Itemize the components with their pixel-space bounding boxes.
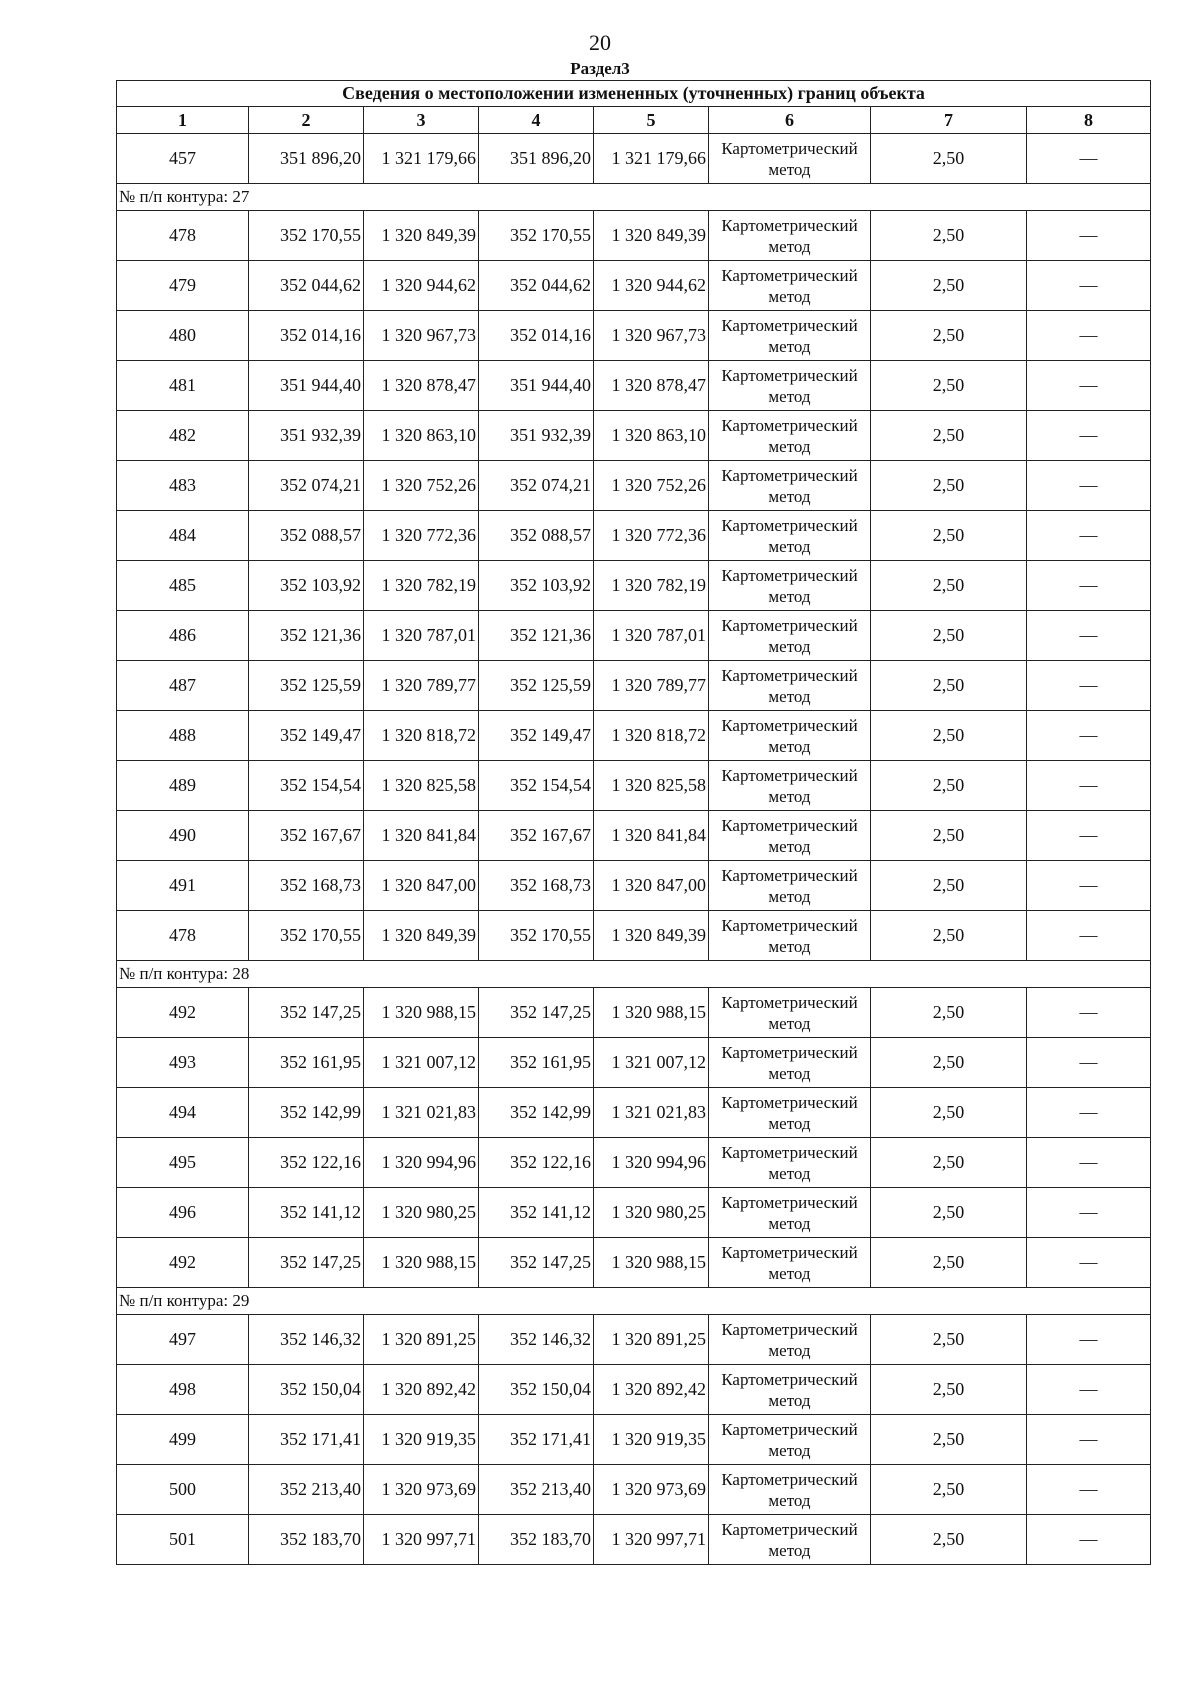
method-cell: Картометрический метод — [709, 1515, 871, 1565]
y-new-cell: 1 320 892,42 — [594, 1365, 709, 1415]
x-new-cell: 352 147,25 — [479, 1238, 594, 1288]
table-row — [117, 711, 1151, 761]
method-cell: Картометрический метод — [709, 511, 871, 561]
column-number-2: 2 — [249, 107, 364, 134]
description-cell: — — [1027, 911, 1151, 961]
x-old-cell: 352 141,12 — [249, 1188, 364, 1238]
x-old-cell: 352 161,95 — [249, 1038, 364, 1088]
y-new-cell: 1 320 752,26 — [594, 461, 709, 511]
accuracy-cell: 2,50 — [871, 1415, 1027, 1465]
description-cell: — — [1027, 561, 1151, 611]
y-new-cell: 1 320 847,00 — [594, 861, 709, 911]
contour-header-row — [117, 961, 1151, 988]
y-new-cell: 1 320 849,39 — [594, 911, 709, 961]
point-number-cell: 484 — [117, 511, 249, 561]
table-row — [117, 1138, 1151, 1188]
x-old-cell: 352 170,55 — [249, 911, 364, 961]
table-row — [117, 661, 1151, 711]
y-new-cell: 1 320 944,62 — [594, 261, 709, 311]
table-row — [117, 311, 1151, 361]
accuracy-cell: 2,50 — [871, 1365, 1027, 1415]
y-new-cell: 1 321 021,83 — [594, 1088, 709, 1138]
table-title: Сведения о местоположении измененных (уточненных) границ объекта — [117, 81, 1151, 107]
description-cell: — — [1027, 1465, 1151, 1515]
x-old-cell: 352 171,41 — [249, 1415, 364, 1465]
method-cell: Картометрический метод — [709, 611, 871, 661]
y-old-cell: 1 320 892,42 — [364, 1365, 479, 1415]
description-cell: — — [1027, 134, 1151, 184]
table-row — [117, 1515, 1151, 1565]
table-row — [117, 761, 1151, 811]
y-new-cell: 1 320 967,73 — [594, 311, 709, 361]
y-new-cell: 1 321 007,12 — [594, 1038, 709, 1088]
accuracy-cell: 2,50 — [871, 311, 1027, 361]
x-old-cell: 352 142,99 — [249, 1088, 364, 1138]
table-row — [117, 1315, 1151, 1365]
method-cell: Картометрический метод — [709, 1038, 871, 1088]
accuracy-cell: 2,50 — [871, 1315, 1027, 1365]
description-cell: — — [1027, 1315, 1151, 1365]
x-old-cell: 352 121,36 — [249, 611, 364, 661]
x-new-cell: 352 161,95 — [479, 1038, 594, 1088]
y-new-cell: 1 320 878,47 — [594, 361, 709, 411]
y-new-cell: 1 320 988,15 — [594, 1238, 709, 1288]
accuracy-cell: 2,50 — [871, 611, 1027, 661]
x-new-cell: 351 896,20 — [479, 134, 594, 184]
point-number-cell: 500 — [117, 1465, 249, 1515]
y-old-cell: 1 320 772,36 — [364, 511, 479, 561]
point-number-cell: 496 — [117, 1188, 249, 1238]
x-old-cell: 352 150,04 — [249, 1365, 364, 1415]
x-old-cell: 352 168,73 — [249, 861, 364, 911]
x-new-cell: 352 122,16 — [479, 1138, 594, 1188]
point-number-cell: 483 — [117, 461, 249, 511]
description-cell: — — [1027, 611, 1151, 661]
y-new-cell: 1 320 997,71 — [594, 1515, 709, 1565]
accuracy-cell: 2,50 — [871, 1038, 1027, 1088]
method-cell: Картометрический метод — [709, 211, 871, 261]
point-number-cell: 486 — [117, 611, 249, 661]
x-old-cell: 352 147,25 — [249, 1238, 364, 1288]
table-row — [117, 261, 1151, 311]
y-new-cell: 1 320 782,19 — [594, 561, 709, 611]
accuracy-cell: 2,50 — [871, 411, 1027, 461]
x-old-cell: 352 147,25 — [249, 988, 364, 1038]
description-cell: — — [1027, 811, 1151, 861]
accuracy-cell: 2,50 — [871, 1088, 1027, 1138]
description-cell: — — [1027, 411, 1151, 461]
y-old-cell: 1 320 863,10 — [364, 411, 479, 461]
table-row — [117, 1088, 1151, 1138]
x-old-cell: 352 146,32 — [249, 1315, 364, 1365]
x-old-cell: 351 932,39 — [249, 411, 364, 461]
point-number-cell: 493 — [117, 1038, 249, 1088]
contour-label: № п/п контура: 29 — [117, 1288, 1151, 1315]
y-new-cell: 1 320 772,36 — [594, 511, 709, 561]
point-number-cell: 489 — [117, 761, 249, 811]
method-cell: Картометрический метод — [709, 1415, 871, 1465]
description-cell: — — [1027, 711, 1151, 761]
description-cell: — — [1027, 211, 1151, 261]
x-old-cell: 352 170,55 — [249, 211, 364, 261]
accuracy-cell: 2,50 — [871, 911, 1027, 961]
point-number-cell: 487 — [117, 661, 249, 711]
boundary-coordinates-table — [116, 80, 1151, 1565]
y-old-cell: 1 320 782,19 — [364, 561, 479, 611]
method-cell: Картометрический метод — [709, 561, 871, 611]
x-new-cell: 352 121,36 — [479, 611, 594, 661]
description-cell: — — [1027, 1138, 1151, 1188]
x-old-cell: 352 122,16 — [249, 1138, 364, 1188]
column-number-1: 1 — [117, 107, 249, 134]
point-number-cell: 501 — [117, 1515, 249, 1565]
method-cell: Картометрический метод — [709, 988, 871, 1038]
point-number-cell: 491 — [117, 861, 249, 911]
y-old-cell: 1 320 818,72 — [364, 711, 479, 761]
x-old-cell: 351 944,40 — [249, 361, 364, 411]
page-number: 20 — [589, 30, 611, 55]
y-new-cell: 1 320 994,96 — [594, 1138, 709, 1188]
x-old-cell: 352 125,59 — [249, 661, 364, 711]
y-old-cell: 1 320 944,62 — [364, 261, 479, 311]
section-label: Раздел3 — [570, 59, 630, 78]
x-old-cell: 352 074,21 — [249, 461, 364, 511]
y-new-cell: 1 320 789,77 — [594, 661, 709, 711]
x-new-cell: 351 944,40 — [479, 361, 594, 411]
x-old-cell: 351 896,20 — [249, 134, 364, 184]
accuracy-cell: 2,50 — [871, 134, 1027, 184]
y-new-cell: 1 320 891,25 — [594, 1315, 709, 1365]
x-new-cell: 352 154,54 — [479, 761, 594, 811]
point-number-cell: 497 — [117, 1315, 249, 1365]
x-new-cell: 352 183,70 — [479, 1515, 594, 1565]
table-row — [117, 911, 1151, 961]
x-new-cell: 352 150,04 — [479, 1365, 594, 1415]
method-cell: Картометрический метод — [709, 711, 871, 761]
y-old-cell: 1 320 849,39 — [364, 911, 479, 961]
x-old-cell: 352 167,67 — [249, 811, 364, 861]
x-new-cell: 352 074,21 — [479, 461, 594, 511]
y-old-cell: 1 320 997,71 — [364, 1515, 479, 1565]
y-old-cell: 1 320 849,39 — [364, 211, 479, 261]
y-new-cell: 1 320 841,84 — [594, 811, 709, 861]
table-row — [117, 561, 1151, 611]
y-new-cell: 1 320 980,25 — [594, 1188, 709, 1238]
method-cell: Картометрический метод — [709, 411, 871, 461]
x-new-cell: 352 014,16 — [479, 311, 594, 361]
contour-header-row — [117, 184, 1151, 211]
y-old-cell: 1 320 841,84 — [364, 811, 479, 861]
point-number-cell: 494 — [117, 1088, 249, 1138]
accuracy-cell: 2,50 — [871, 1465, 1027, 1515]
y-new-cell: 1 320 988,15 — [594, 988, 709, 1038]
column-number-4: 4 — [479, 107, 594, 134]
description-cell: — — [1027, 861, 1151, 911]
point-number-cell: 478 — [117, 211, 249, 261]
table-row — [117, 1415, 1151, 1465]
description-cell: — — [1027, 1515, 1151, 1565]
contour-header-row — [117, 1288, 1151, 1315]
table-body — [117, 134, 1151, 1565]
y-old-cell: 1 320 967,73 — [364, 311, 479, 361]
point-number-cell: 499 — [117, 1415, 249, 1465]
method-cell: Картометрический метод — [709, 1138, 871, 1188]
x-old-cell: 352 213,40 — [249, 1465, 364, 1515]
x-new-cell: 352 142,99 — [479, 1088, 594, 1138]
accuracy-cell: 2,50 — [871, 211, 1027, 261]
y-new-cell: 1 320 973,69 — [594, 1465, 709, 1515]
x-new-cell: 352 149,47 — [479, 711, 594, 761]
method-cell: Картометрический метод — [709, 311, 871, 361]
table-row — [117, 1038, 1151, 1088]
accuracy-cell: 2,50 — [871, 988, 1027, 1038]
point-number-cell: 482 — [117, 411, 249, 461]
x-old-cell: 352 183,70 — [249, 1515, 364, 1565]
description-cell: — — [1027, 1238, 1151, 1288]
method-cell: Картометрический метод — [709, 1088, 871, 1138]
y-old-cell: 1 320 847,00 — [364, 861, 479, 911]
accuracy-cell: 2,50 — [871, 1515, 1027, 1565]
point-number-cell: 481 — [117, 361, 249, 411]
column-number-8: 8 — [1027, 107, 1151, 134]
y-old-cell: 1 320 988,15 — [364, 988, 479, 1038]
method-cell: Картометрический метод — [709, 261, 871, 311]
description-cell: — — [1027, 1415, 1151, 1465]
method-cell: Картометрический метод — [709, 911, 871, 961]
description-cell: — — [1027, 361, 1151, 411]
y-old-cell: 1 321 007,12 — [364, 1038, 479, 1088]
y-new-cell: 1 320 849,39 — [594, 211, 709, 261]
x-new-cell: 352 088,57 — [479, 511, 594, 561]
column-number-5: 5 — [594, 107, 709, 134]
y-old-cell: 1 320 891,25 — [364, 1315, 479, 1365]
x-new-cell: 352 167,67 — [479, 811, 594, 861]
y-old-cell: 1 320 789,77 — [364, 661, 479, 711]
method-cell: Картометрический метод — [709, 361, 871, 411]
x-new-cell: 352 125,59 — [479, 661, 594, 711]
x-old-cell: 352 044,62 — [249, 261, 364, 311]
description-cell: — — [1027, 461, 1151, 511]
accuracy-cell: 2,50 — [871, 1188, 1027, 1238]
y-new-cell: 1 320 818,72 — [594, 711, 709, 761]
table-row — [117, 1188, 1151, 1238]
point-number-cell: 480 — [117, 311, 249, 361]
x-new-cell: 352 171,41 — [479, 1415, 594, 1465]
method-cell: Картометрический метод — [709, 461, 871, 511]
y-new-cell: 1 320 787,01 — [594, 611, 709, 661]
table-row — [117, 988, 1151, 1038]
x-old-cell: 352 103,92 — [249, 561, 364, 611]
x-old-cell: 352 014,16 — [249, 311, 364, 361]
description-cell: — — [1027, 1188, 1151, 1238]
y-old-cell: 1 320 878,47 — [364, 361, 479, 411]
column-number-3: 3 — [364, 107, 479, 134]
description-cell: — — [1027, 511, 1151, 561]
y-old-cell: 1 320 988,15 — [364, 1238, 479, 1288]
accuracy-cell: 2,50 — [871, 1138, 1027, 1188]
y-old-cell: 1 320 919,35 — [364, 1415, 479, 1465]
y-old-cell: 1 320 973,69 — [364, 1465, 479, 1515]
point-number-cell: 478 — [117, 911, 249, 961]
table-row — [117, 1465, 1151, 1515]
method-cell: Картометрический метод — [709, 861, 871, 911]
table-row — [117, 1238, 1151, 1288]
accuracy-cell: 2,50 — [871, 461, 1027, 511]
method-cell: Картометрический метод — [709, 811, 871, 861]
accuracy-cell: 2,50 — [871, 1238, 1027, 1288]
method-cell: Картометрический метод — [709, 1365, 871, 1415]
x-new-cell: 352 168,73 — [479, 861, 594, 911]
method-cell: Картометрический метод — [709, 761, 871, 811]
method-cell: Картометрический метод — [709, 1315, 871, 1365]
table-row — [117, 611, 1151, 661]
y-new-cell: 1 320 919,35 — [594, 1415, 709, 1465]
table-row — [117, 461, 1151, 511]
description-cell: — — [1027, 1088, 1151, 1138]
point-number-cell: 492 — [117, 988, 249, 1038]
description-cell: — — [1027, 311, 1151, 361]
column-number-7: 7 — [871, 107, 1027, 134]
description-cell: — — [1027, 661, 1151, 711]
method-cell: Картометрический метод — [709, 1238, 871, 1288]
y-old-cell: 1 320 752,26 — [364, 461, 479, 511]
x-new-cell: 352 170,55 — [479, 911, 594, 961]
point-number-cell: 490 — [117, 811, 249, 861]
accuracy-cell: 2,50 — [871, 861, 1027, 911]
description-cell: — — [1027, 988, 1151, 1038]
point-number-cell: 498 — [117, 1365, 249, 1415]
table-row — [117, 361, 1151, 411]
x-new-cell: 352 146,32 — [479, 1315, 594, 1365]
x-new-cell: 351 932,39 — [479, 411, 594, 461]
x-new-cell: 352 103,92 — [479, 561, 594, 611]
y-old-cell: 1 321 179,66 — [364, 134, 479, 184]
point-number-cell: 479 — [117, 261, 249, 311]
x-new-cell: 352 141,12 — [479, 1188, 594, 1238]
y-old-cell: 1 320 825,58 — [364, 761, 479, 811]
method-cell: Картометрический метод — [709, 1188, 871, 1238]
point-number-cell: 485 — [117, 561, 249, 611]
accuracy-cell: 2,50 — [871, 661, 1027, 711]
y-new-cell: 1 321 179,66 — [594, 134, 709, 184]
y-old-cell: 1 320 994,96 — [364, 1138, 479, 1188]
y-new-cell: 1 320 825,58 — [594, 761, 709, 811]
table-row — [117, 861, 1151, 911]
x-new-cell: 352 213,40 — [479, 1465, 594, 1515]
method-cell: Картометрический метод — [709, 134, 871, 184]
point-number-cell: 457 — [117, 134, 249, 184]
x-new-cell: 352 147,25 — [479, 988, 594, 1038]
accuracy-cell: 2,50 — [871, 561, 1027, 611]
y-old-cell: 1 320 980,25 — [364, 1188, 479, 1238]
contour-label: № п/п контура: 27 — [117, 184, 1151, 211]
x-new-cell: 352 170,55 — [479, 211, 594, 261]
x-new-cell: 352 044,62 — [479, 261, 594, 311]
accuracy-cell: 2,50 — [871, 361, 1027, 411]
method-cell: Картометрический метод — [709, 661, 871, 711]
column-number-row — [117, 107, 1151, 134]
point-number-cell: 488 — [117, 711, 249, 761]
x-old-cell: 352 154,54 — [249, 761, 364, 811]
accuracy-cell: 2,50 — [871, 511, 1027, 561]
description-cell: — — [1027, 1365, 1151, 1415]
point-number-cell: 492 — [117, 1238, 249, 1288]
description-cell: — — [1027, 261, 1151, 311]
accuracy-cell: 2,50 — [871, 261, 1027, 311]
table-row — [117, 811, 1151, 861]
accuracy-cell: 2,50 — [871, 711, 1027, 761]
description-cell: — — [1027, 761, 1151, 811]
method-cell: Картометрический метод — [709, 1465, 871, 1515]
y-old-cell: 1 321 021,83 — [364, 1088, 479, 1138]
point-number-cell: 495 — [117, 1138, 249, 1188]
accuracy-cell: 2,50 — [871, 811, 1027, 861]
table-row — [117, 411, 1151, 461]
table-row — [117, 211, 1151, 261]
table-row — [117, 511, 1151, 561]
y-old-cell: 1 320 787,01 — [364, 611, 479, 661]
y-new-cell: 1 320 863,10 — [594, 411, 709, 461]
x-old-cell: 352 088,57 — [249, 511, 364, 561]
x-old-cell: 352 149,47 — [249, 711, 364, 761]
description-cell: — — [1027, 1038, 1151, 1088]
contour-label: № п/п контура: 28 — [117, 961, 1151, 988]
accuracy-cell: 2,50 — [871, 761, 1027, 811]
column-number-6: 6 — [709, 107, 871, 134]
table-row — [117, 1365, 1151, 1415]
table-row — [117, 134, 1151, 184]
